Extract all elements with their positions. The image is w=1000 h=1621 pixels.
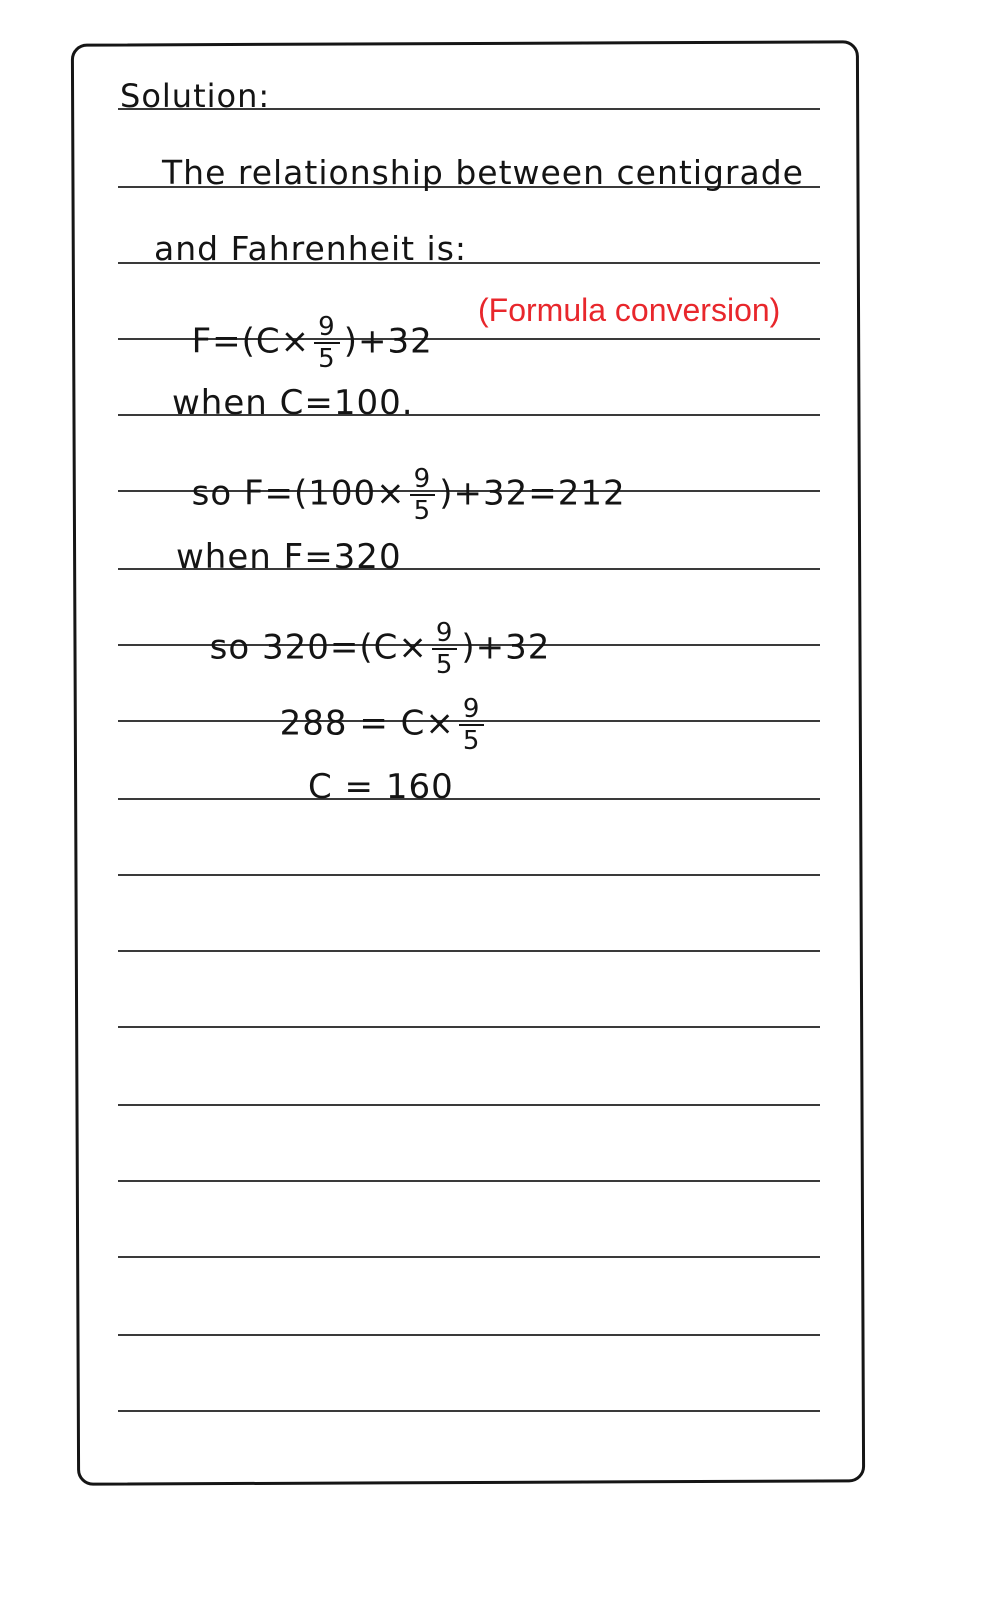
ruled-line [118, 798, 820, 800]
case2-step2-left: 288 = C× [279, 703, 455, 744]
solution-heading: Solution: [120, 77, 271, 115]
intro-line-1: The relationship between centigrade [162, 153, 804, 192]
case1-condition: when C=100. [172, 383, 414, 423]
case2-step2 [256, 662, 488, 754]
case1-left: so F=(100× [191, 473, 406, 514]
fraction-numerator: 9 [413, 464, 432, 494]
fraction-numerator: 9 [435, 618, 454, 648]
fraction-nine-fifths [459, 696, 485, 754]
fraction-denominator: 5 [459, 724, 485, 754]
case1-right: )+32=212 [439, 473, 626, 514]
case2-step1-left: so 320=(C× [209, 627, 428, 668]
case2-result: C = 160 [308, 767, 454, 807]
ruled-line [118, 1104, 820, 1106]
fraction-denominator: 5 [432, 648, 458, 678]
fraction-denominator: 5 [314, 342, 340, 372]
fraction-denominator: 5 [410, 494, 436, 524]
ruled-line [118, 1180, 820, 1182]
fraction-nine-fifths [314, 314, 340, 372]
case2-condition: when F=320 [176, 537, 402, 577]
fraction-nine-fifths [410, 466, 436, 524]
formula-left: F=(C× [191, 321, 311, 362]
ruled-line [118, 874, 820, 876]
ruled-line [118, 1256, 820, 1258]
intro-line-2: and Fahrenheit is: [154, 229, 468, 268]
fraction-numerator: 9 [318, 312, 336, 342]
ruled-line [118, 950, 820, 952]
formula-right: )+32 [343, 321, 433, 362]
ruled-line [118, 1410, 820, 1412]
formula-note: (Formula conversion) [478, 292, 781, 328]
case2-step1-right: )+32 [461, 627, 551, 668]
fraction-numerator: 9 [462, 694, 481, 724]
case1-calculation [168, 432, 626, 524]
ruled-line [118, 1026, 820, 1028]
formula-line [168, 280, 433, 372]
ruled-line [118, 1334, 820, 1336]
